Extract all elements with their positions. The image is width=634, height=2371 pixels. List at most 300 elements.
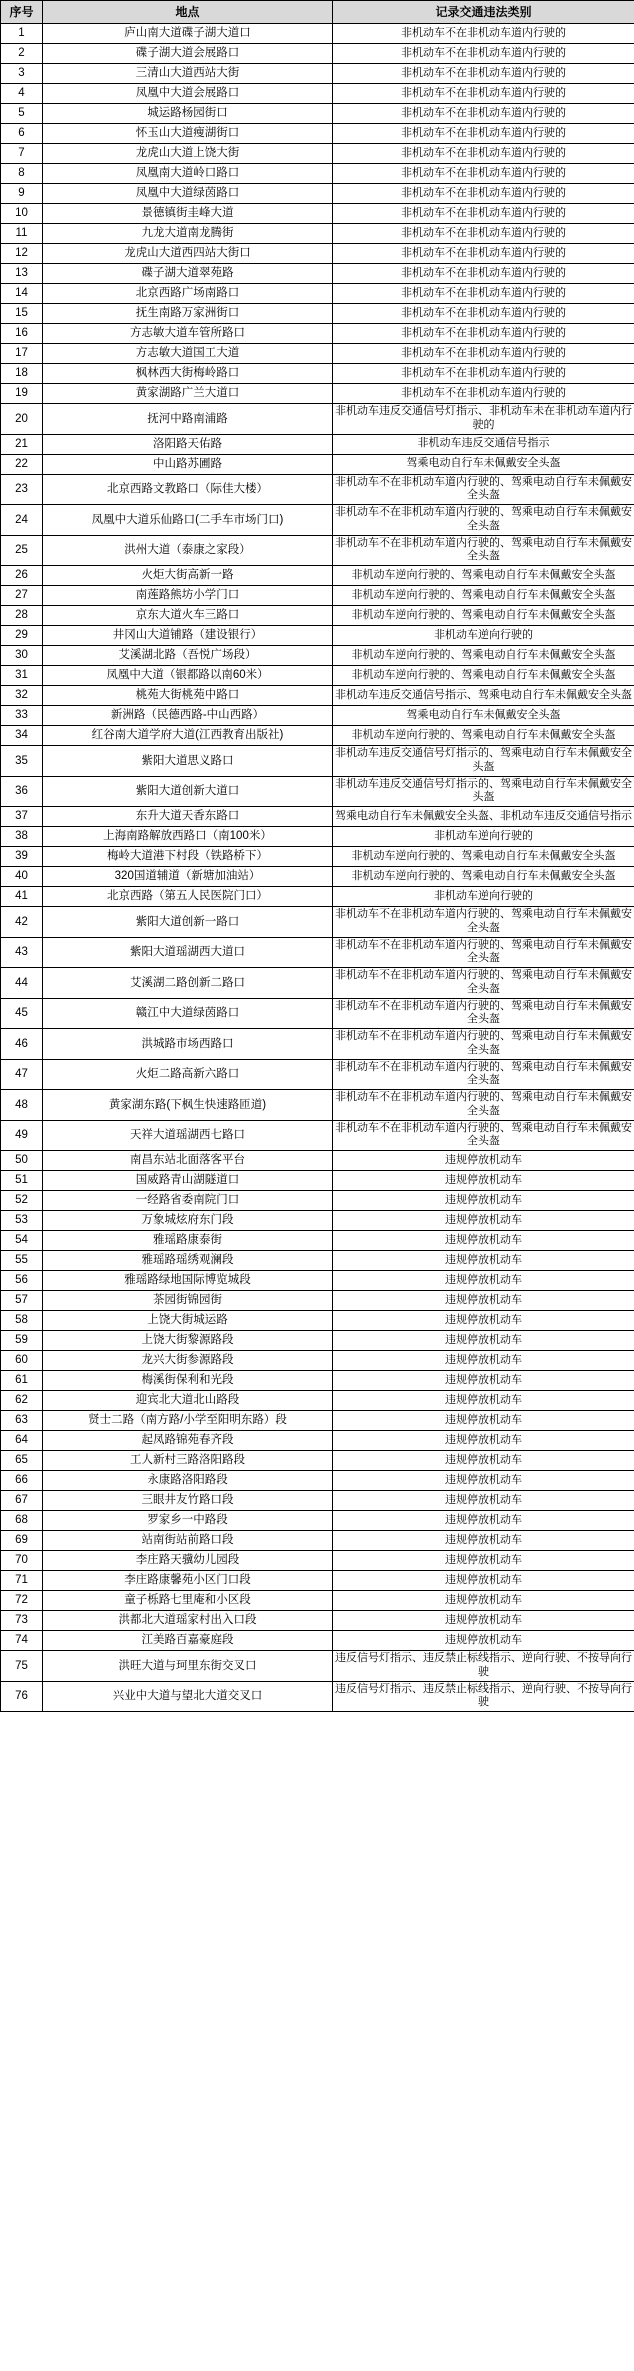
row-place: 紫阳大道创新一路口 — [43, 907, 333, 938]
row-index: 41 — [1, 887, 43, 907]
row-place: 赣江中大道绿茵路口 — [43, 998, 333, 1029]
row-place: 庐山南大道碟子湖大道口 — [43, 24, 333, 44]
table-header — [1, 1, 634, 24]
table-row — [1, 1681, 634, 1712]
row-place: 东升大道天香东路口 — [43, 807, 333, 827]
table-row — [1, 1551, 634, 1571]
row-place: 北京西路（第五人民医院门口） — [43, 887, 333, 907]
row-place: 雅瑶路绿地国际博览城段 — [43, 1271, 333, 1291]
row-place: 艾溪湖二路创新二路口 — [43, 968, 333, 999]
row-violation-type: 非机动车逆向行驶的 — [333, 887, 634, 907]
table-row — [1, 746, 634, 777]
row-place: 龙兴大街参源路段 — [43, 1351, 333, 1371]
row-index: 7 — [1, 144, 43, 164]
row-index: 22 — [1, 454, 43, 474]
table-row — [1, 1059, 634, 1090]
table-row — [1, 847, 634, 867]
table-row — [1, 204, 634, 224]
row-place: 上饶大街城运路 — [43, 1311, 333, 1331]
table-row — [1, 304, 634, 324]
row-violation-type: 非机动车违反交通信号灯指示的、驾乘电动自行车未佩戴安全头盔 — [333, 776, 634, 807]
row-violation-type: 非机动车不在非机动车道内行驶的 — [333, 244, 634, 264]
row-place: 凤凰南大道岭口路口 — [43, 164, 333, 184]
row-place: 红谷南大道学府大道(江西教育出版社) — [43, 726, 333, 746]
row-violation-type: 违规停放机动车 — [333, 1531, 634, 1551]
row-place: 碟子湖大道翠苑路 — [43, 264, 333, 284]
row-place: 北京西路广场南路口 — [43, 284, 333, 304]
row-place: 凤凰中大道乐仙路口(二手车市场门口) — [43, 505, 333, 536]
row-violation-type: 非机动车不在非机动车道内行驶的 — [333, 324, 634, 344]
table-row — [1, 364, 634, 384]
table-row — [1, 324, 634, 344]
row-place: 黄家湖路广兰大道口 — [43, 384, 333, 404]
table-row — [1, 404, 634, 435]
table-row — [1, 998, 634, 1029]
row-place: 洛阳路天佑路 — [43, 434, 333, 454]
row-index: 62 — [1, 1391, 43, 1411]
row-index: 68 — [1, 1511, 43, 1531]
row-index: 17 — [1, 344, 43, 364]
row-violation-type: 非机动车不在非机动车道内行驶的 — [333, 204, 634, 224]
row-index: 5 — [1, 104, 43, 124]
row-place: 火炬二路高新六路口 — [43, 1059, 333, 1090]
row-index: 50 — [1, 1151, 43, 1171]
row-index: 69 — [1, 1531, 43, 1551]
table-row — [1, 827, 634, 847]
row-index: 39 — [1, 847, 43, 867]
row-violation-type: 非机动车不在非机动车道内行驶的 — [333, 104, 634, 124]
table-row — [1, 454, 634, 474]
table-row — [1, 84, 634, 104]
row-index: 33 — [1, 706, 43, 726]
row-place: 洪州大道（泰康之家段） — [43, 535, 333, 566]
table-row — [1, 1591, 634, 1611]
row-place: 龙虎山大道上饶大街 — [43, 144, 333, 164]
row-violation-type: 非机动车不在非机动车道内行驶的 — [333, 44, 634, 64]
row-violation-type: 违规停放机动车 — [333, 1491, 634, 1511]
column-header-index: 序号 — [1, 1, 43, 24]
row-place: 井冈山大道铺路（建设银行） — [43, 626, 333, 646]
row-place: 南昌东站北面落客平台 — [43, 1151, 333, 1171]
row-place: 兴业中大道与望北大道交叉口 — [43, 1681, 333, 1712]
row-place: 永康路洛阳路段 — [43, 1471, 333, 1491]
row-place: 天祥大道瑶湖西七路口 — [43, 1120, 333, 1151]
row-index: 29 — [1, 626, 43, 646]
table-row — [1, 1651, 634, 1682]
row-place: 洪旺大道与珂里东街交叉口 — [43, 1651, 333, 1682]
row-violation-type: 违规停放机动车 — [333, 1431, 634, 1451]
row-place: 李庄路康馨苑小区门口段 — [43, 1571, 333, 1591]
row-index: 2 — [1, 44, 43, 64]
row-index: 10 — [1, 204, 43, 224]
row-violation-type: 违规停放机动车 — [333, 1251, 634, 1271]
row-index: 72 — [1, 1591, 43, 1611]
row-index: 32 — [1, 686, 43, 706]
row-violation-type: 驾乘电动自行车未佩戴安全头盔 — [333, 454, 634, 474]
row-index: 12 — [1, 244, 43, 264]
table-row — [1, 1171, 634, 1191]
row-violation-type: 非机动车不在非机动车道内行驶的、驾乘电动自行车未佩戴安全头盔 — [333, 968, 634, 999]
row-place: 碟子湖大道会展路口 — [43, 44, 333, 64]
row-place: 站南街站前路口段 — [43, 1531, 333, 1551]
row-violation-type: 违反信号灯指示、违反禁止标线指示、逆向行驶、不按导向行驶 — [333, 1651, 634, 1682]
row-place: 三清山大道西站大街 — [43, 64, 333, 84]
table-row — [1, 907, 634, 938]
table-row — [1, 184, 634, 204]
table-row — [1, 626, 634, 646]
row-place: 洪都北大道瑶家村出入口段 — [43, 1611, 333, 1631]
row-place: 凤凰中大道（银都路以南60米） — [43, 666, 333, 686]
row-place: 火炬大街高新一路 — [43, 566, 333, 586]
row-violation-type: 非机动车违反交通信号灯指示的、驾乘电动自行车未佩戴安全头盔 — [333, 746, 634, 777]
row-place: 茶园街锦园街 — [43, 1291, 333, 1311]
table-row — [1, 937, 634, 968]
row-place: 抚生南路万家洲街口 — [43, 304, 333, 324]
row-place: 紫阳大道瑶湖西大道口 — [43, 937, 333, 968]
row-index: 19 — [1, 384, 43, 404]
row-index: 57 — [1, 1291, 43, 1311]
row-place: 江美路百嘉豪庭段 — [43, 1631, 333, 1651]
row-place: 起凤路锦苑春齐段 — [43, 1431, 333, 1451]
table-row — [1, 164, 634, 184]
table-header-row — [1, 1, 634, 24]
table-row — [1, 284, 634, 304]
row-violation-type: 违规停放机动车 — [333, 1591, 634, 1611]
table-row — [1, 144, 634, 164]
table-row — [1, 1251, 634, 1271]
row-index: 31 — [1, 666, 43, 686]
table-row — [1, 1451, 634, 1471]
row-violation-type: 非机动车不在非机动车道内行驶的、驾乘电动自行车未佩戴安全头盔 — [333, 1120, 634, 1151]
table-row — [1, 224, 634, 244]
row-violation-type: 非机动车逆向行驶的、驾乘电动自行车未佩戴安全头盔 — [333, 606, 634, 626]
table-row — [1, 1431, 634, 1451]
row-violation-type: 违规停放机动车 — [333, 1571, 634, 1591]
row-index: 70 — [1, 1551, 43, 1571]
row-violation-type: 违规停放机动车 — [333, 1631, 634, 1651]
row-place: 九龙大道南龙腾街 — [43, 224, 333, 244]
row-place: 北京西路文教路口（际佳大楼） — [43, 474, 333, 505]
row-place: 上饶大街黎源路段 — [43, 1331, 333, 1351]
row-violation-type: 非机动车不在非机动车道内行驶的 — [333, 64, 634, 84]
table-row — [1, 64, 634, 84]
row-place: 京东大道火车三路口 — [43, 606, 333, 626]
row-violation-type: 违规停放机动车 — [333, 1231, 634, 1251]
table-row — [1, 1471, 634, 1491]
row-index: 73 — [1, 1611, 43, 1631]
row-index: 11 — [1, 224, 43, 244]
column-header-type: 记录交通违法类别 — [333, 1, 634, 24]
row-index: 28 — [1, 606, 43, 626]
row-violation-type: 非机动车不在非机动车道内行驶的、驾乘电动自行车未佩戴安全头盔 — [333, 998, 634, 1029]
table-row — [1, 867, 634, 887]
table-row — [1, 505, 634, 536]
table-row — [1, 1331, 634, 1351]
row-place: 怀玉山大道瘦湖街口 — [43, 124, 333, 144]
row-place: 国威路青山湖隧道口 — [43, 1171, 333, 1191]
row-violation-type: 违规停放机动车 — [333, 1451, 634, 1471]
row-index: 9 — [1, 184, 43, 204]
row-index: 26 — [1, 566, 43, 586]
table-row — [1, 686, 634, 706]
table-row — [1, 244, 634, 264]
row-place: 黄家湖东路(下枫生快速路匝道) — [43, 1090, 333, 1121]
row-violation-type: 非机动车逆向行驶的 — [333, 827, 634, 847]
row-violation-type: 非机动车逆向行驶的 — [333, 626, 634, 646]
row-violation-type: 非机动车不在非机动车道内行驶的、驾乘电动自行车未佩戴安全头盔 — [333, 1029, 634, 1060]
table-row — [1, 1511, 634, 1531]
row-index: 63 — [1, 1411, 43, 1431]
row-violation-type: 非机动车不在非机动车道内行驶的 — [333, 284, 634, 304]
row-index: 6 — [1, 124, 43, 144]
row-violation-type: 违规停放机动车 — [333, 1171, 634, 1191]
row-violation-type: 非机动车逆向行驶的、驾乘电动自行车未佩戴安全头盔 — [333, 867, 634, 887]
row-place: 紫阳大道思义路口 — [43, 746, 333, 777]
row-violation-type: 非机动车不在非机动车道内行驶的 — [333, 224, 634, 244]
row-violation-type: 非机动车不在非机动车道内行驶的 — [333, 364, 634, 384]
row-place: 艾溪湖北路（吾悦广场段） — [43, 646, 333, 666]
row-place: 中山路苏圃路 — [43, 454, 333, 474]
row-place: 雅瑶路康泰街 — [43, 1231, 333, 1251]
row-place: 李庄路天骥幼儿园段 — [43, 1551, 333, 1571]
row-index: 36 — [1, 776, 43, 807]
row-index: 15 — [1, 304, 43, 324]
table-row — [1, 807, 634, 827]
row-index: 38 — [1, 827, 43, 847]
row-violation-type: 非机动车不在非机动车道内行驶的 — [333, 144, 634, 164]
row-index: 46 — [1, 1029, 43, 1060]
row-violation-type: 非机动车不在非机动车道内行驶的 — [333, 164, 634, 184]
row-index: 40 — [1, 867, 43, 887]
table-row — [1, 1371, 634, 1391]
table-row — [1, 1491, 634, 1511]
row-place: 梅溪街保利和光段 — [43, 1371, 333, 1391]
table-row — [1, 474, 634, 505]
row-violation-type: 非机动车违反交通信号指示、驾乘电动自行车未佩戴安全头盔 — [333, 686, 634, 706]
row-violation-type: 非机动车不在非机动车道内行驶的、驾乘电动自行车未佩戴安全头盔 — [333, 1059, 634, 1090]
row-violation-type: 非机动车不在非机动车道内行驶的 — [333, 384, 634, 404]
table-row — [1, 1090, 634, 1121]
row-index: 42 — [1, 907, 43, 938]
row-violation-type: 非机动车违反交通信号灯指示、非机动车未在非机动车道内行驶的 — [333, 404, 634, 435]
row-violation-type: 违规停放机动车 — [333, 1291, 634, 1311]
row-index: 47 — [1, 1059, 43, 1090]
row-violation-type: 非机动车逆向行驶的、驾乘电动自行车未佩戴安全头盔 — [333, 847, 634, 867]
row-place: 万象城炫府东门段 — [43, 1211, 333, 1231]
row-index: 8 — [1, 164, 43, 184]
row-index: 3 — [1, 64, 43, 84]
row-index: 71 — [1, 1571, 43, 1591]
row-place: 枫林西大街梅岭路口 — [43, 364, 333, 384]
row-violation-type: 非机动车不在非机动车道内行驶的、驾乘电动自行车未佩戴安全头盔 — [333, 535, 634, 566]
row-place: 桃苑大街桃苑中路口 — [43, 686, 333, 706]
table-row — [1, 968, 634, 999]
row-place: 贤士二路（南方路/小学至阳明东路）段 — [43, 1411, 333, 1431]
row-index: 4 — [1, 84, 43, 104]
row-violation-type: 违规停放机动车 — [333, 1211, 634, 1231]
row-index: 60 — [1, 1351, 43, 1371]
row-violation-type: 非机动车不在非机动车道内行驶的、驾乘电动自行车未佩戴安全头盔 — [333, 907, 634, 938]
table-row — [1, 1311, 634, 1331]
row-index: 34 — [1, 726, 43, 746]
row-index: 61 — [1, 1371, 43, 1391]
row-index: 58 — [1, 1311, 43, 1331]
row-place: 龙虎山大道西四站大街口 — [43, 244, 333, 264]
table-row — [1, 776, 634, 807]
table-row — [1, 1151, 634, 1171]
row-index: 27 — [1, 586, 43, 606]
row-index: 30 — [1, 646, 43, 666]
row-violation-type: 非机动车逆向行驶的、驾乘电动自行车未佩戴安全头盔 — [333, 726, 634, 746]
table-row — [1, 1531, 634, 1551]
row-violation-type: 驾乘电动自行车未佩戴安全头盔、非机动车违反交通信号指示 — [333, 807, 634, 827]
row-index: 16 — [1, 324, 43, 344]
row-violation-type: 非机动车不在非机动车道内行驶的 — [333, 124, 634, 144]
table-row — [1, 1291, 634, 1311]
row-place: 紫阳大道创新大道口 — [43, 776, 333, 807]
table-row — [1, 384, 634, 404]
table-row — [1, 104, 634, 124]
row-violation-type: 违规停放机动车 — [333, 1511, 634, 1531]
row-index: 45 — [1, 998, 43, 1029]
table-row — [1, 1351, 634, 1371]
row-place: 320国道辅道（新塘加油站） — [43, 867, 333, 887]
row-place: 迎宾北大道北山路段 — [43, 1391, 333, 1411]
row-index: 37 — [1, 807, 43, 827]
table-row — [1, 606, 634, 626]
row-place: 洪城路市场西路口 — [43, 1029, 333, 1060]
row-index: 35 — [1, 746, 43, 777]
table-row — [1, 1271, 634, 1291]
row-violation-type: 非机动车逆向行驶的、驾乘电动自行车未佩戴安全头盔 — [333, 586, 634, 606]
row-index: 55 — [1, 1251, 43, 1271]
row-index: 53 — [1, 1211, 43, 1231]
row-violation-type: 违规停放机动车 — [333, 1611, 634, 1631]
row-place: 新洲路（民德西路-中山西路） — [43, 706, 333, 726]
row-violation-type: 非机动车不在非机动车道内行驶的 — [333, 24, 634, 44]
row-index: 23 — [1, 474, 43, 505]
row-index: 64 — [1, 1431, 43, 1451]
row-violation-type: 非机动车不在非机动车道内行驶的、驾乘电动自行车未佩戴安全头盔 — [333, 474, 634, 505]
row-index: 65 — [1, 1451, 43, 1471]
table-row — [1, 1231, 634, 1251]
row-index: 75 — [1, 1651, 43, 1682]
table-row — [1, 44, 634, 64]
row-index: 1 — [1, 24, 43, 44]
row-place: 抚河中路南浦路 — [43, 404, 333, 435]
row-place: 童子栎路七里庵和小区段 — [43, 1591, 333, 1611]
row-place: 凤凰中大道绿茵路口 — [43, 184, 333, 204]
row-index: 20 — [1, 404, 43, 435]
row-index: 49 — [1, 1120, 43, 1151]
row-index: 24 — [1, 505, 43, 536]
row-index: 67 — [1, 1491, 43, 1511]
row-violation-type: 非机动车不在非机动车道内行驶的、驾乘电动自行车未佩戴安全头盔 — [333, 937, 634, 968]
row-violation-type: 违规停放机动车 — [333, 1331, 634, 1351]
row-violation-type: 违反信号灯指示、违反禁止标线指示、逆向行驶、不按导向行驶 — [333, 1681, 634, 1712]
row-place: 方志敏大道车管所路口 — [43, 324, 333, 344]
row-place: 凤凰中大道会展路口 — [43, 84, 333, 104]
row-index: 14 — [1, 284, 43, 304]
table-row — [1, 726, 634, 746]
table-row — [1, 706, 634, 726]
row-index: 56 — [1, 1271, 43, 1291]
table-row — [1, 344, 634, 364]
row-violation-type: 违规停放机动车 — [333, 1471, 634, 1491]
row-violation-type: 非机动车逆向行驶的、驾乘电动自行车未佩戴安全头盔 — [333, 646, 634, 666]
row-violation-type: 非机动车不在非机动车道内行驶的 — [333, 264, 634, 284]
table-row — [1, 264, 634, 284]
row-place: 城运路杨园街口 — [43, 104, 333, 124]
row-violation-type: 非机动车不在非机动车道内行驶的 — [333, 344, 634, 364]
row-violation-type: 非机动车不在非机动车道内行驶的 — [333, 304, 634, 324]
row-place: 梅岭大道港下村段（铁路桥下） — [43, 847, 333, 867]
row-place: 三眼井友竹路口段 — [43, 1491, 333, 1511]
row-place: 景德镇街圭峰大道 — [43, 204, 333, 224]
row-index: 59 — [1, 1331, 43, 1351]
row-violation-type: 违规停放机动车 — [333, 1351, 634, 1371]
table-row — [1, 887, 634, 907]
row-place: 雅瑶路瑶绣观澜段 — [43, 1251, 333, 1271]
row-violation-type: 驾乘电动自行车未佩戴安全头盔 — [333, 706, 634, 726]
row-index: 52 — [1, 1191, 43, 1211]
row-place: 方志敏大道国工大道 — [43, 344, 333, 364]
table-row — [1, 646, 634, 666]
row-violation-type: 非机动车逆向行驶的、驾乘电动自行车未佩戴安全头盔 — [333, 566, 634, 586]
row-index: 74 — [1, 1631, 43, 1651]
row-place: 工人新村三路洛阳路段 — [43, 1451, 333, 1471]
row-violation-type: 违规停放机动车 — [333, 1391, 634, 1411]
row-violation-type: 违规停放机动车 — [333, 1151, 634, 1171]
row-violation-type: 非机动车逆向行驶的、驾乘电动自行车未佩戴安全头盔 — [333, 666, 634, 686]
table-row — [1, 1191, 634, 1211]
table-row — [1, 535, 634, 566]
row-index: 25 — [1, 535, 43, 566]
table-row — [1, 1631, 634, 1651]
table-row — [1, 1029, 634, 1060]
row-violation-type: 违规停放机动车 — [333, 1191, 634, 1211]
table-row — [1, 666, 634, 686]
row-index: 48 — [1, 1090, 43, 1121]
row-index: 54 — [1, 1231, 43, 1251]
row-index: 76 — [1, 1681, 43, 1712]
table-row — [1, 124, 634, 144]
row-violation-type: 非机动车不在非机动车道内行驶的 — [333, 184, 634, 204]
table-row — [1, 586, 634, 606]
row-index: 13 — [1, 264, 43, 284]
row-index: 66 — [1, 1471, 43, 1491]
row-place: 罗家乡一中路段 — [43, 1511, 333, 1531]
row-index: 43 — [1, 937, 43, 968]
row-index: 18 — [1, 364, 43, 384]
table-row — [1, 434, 634, 454]
row-index: 44 — [1, 968, 43, 999]
row-index: 51 — [1, 1171, 43, 1191]
column-header-place: 地点 — [43, 1, 333, 24]
row-violation-type: 违规停放机动车 — [333, 1411, 634, 1431]
row-place: 南莲路熊坊小学门口 — [43, 586, 333, 606]
row-violation-type: 违规停放机动车 — [333, 1551, 634, 1571]
row-index: 21 — [1, 434, 43, 454]
table-row — [1, 1611, 634, 1631]
table-row — [1, 1571, 634, 1591]
row-violation-type: 非机动车不在非机动车道内行驶的、驾乘电动自行车未佩戴安全头盔 — [333, 1090, 634, 1121]
table-row — [1, 24, 634, 44]
table-row — [1, 1120, 634, 1151]
row-place: 一经路省委南院门口 — [43, 1191, 333, 1211]
row-violation-type: 非机动车不在非机动车道内行驶的、驾乘电动自行车未佩戴安全头盔 — [333, 505, 634, 536]
row-violation-type: 违规停放机动车 — [333, 1371, 634, 1391]
